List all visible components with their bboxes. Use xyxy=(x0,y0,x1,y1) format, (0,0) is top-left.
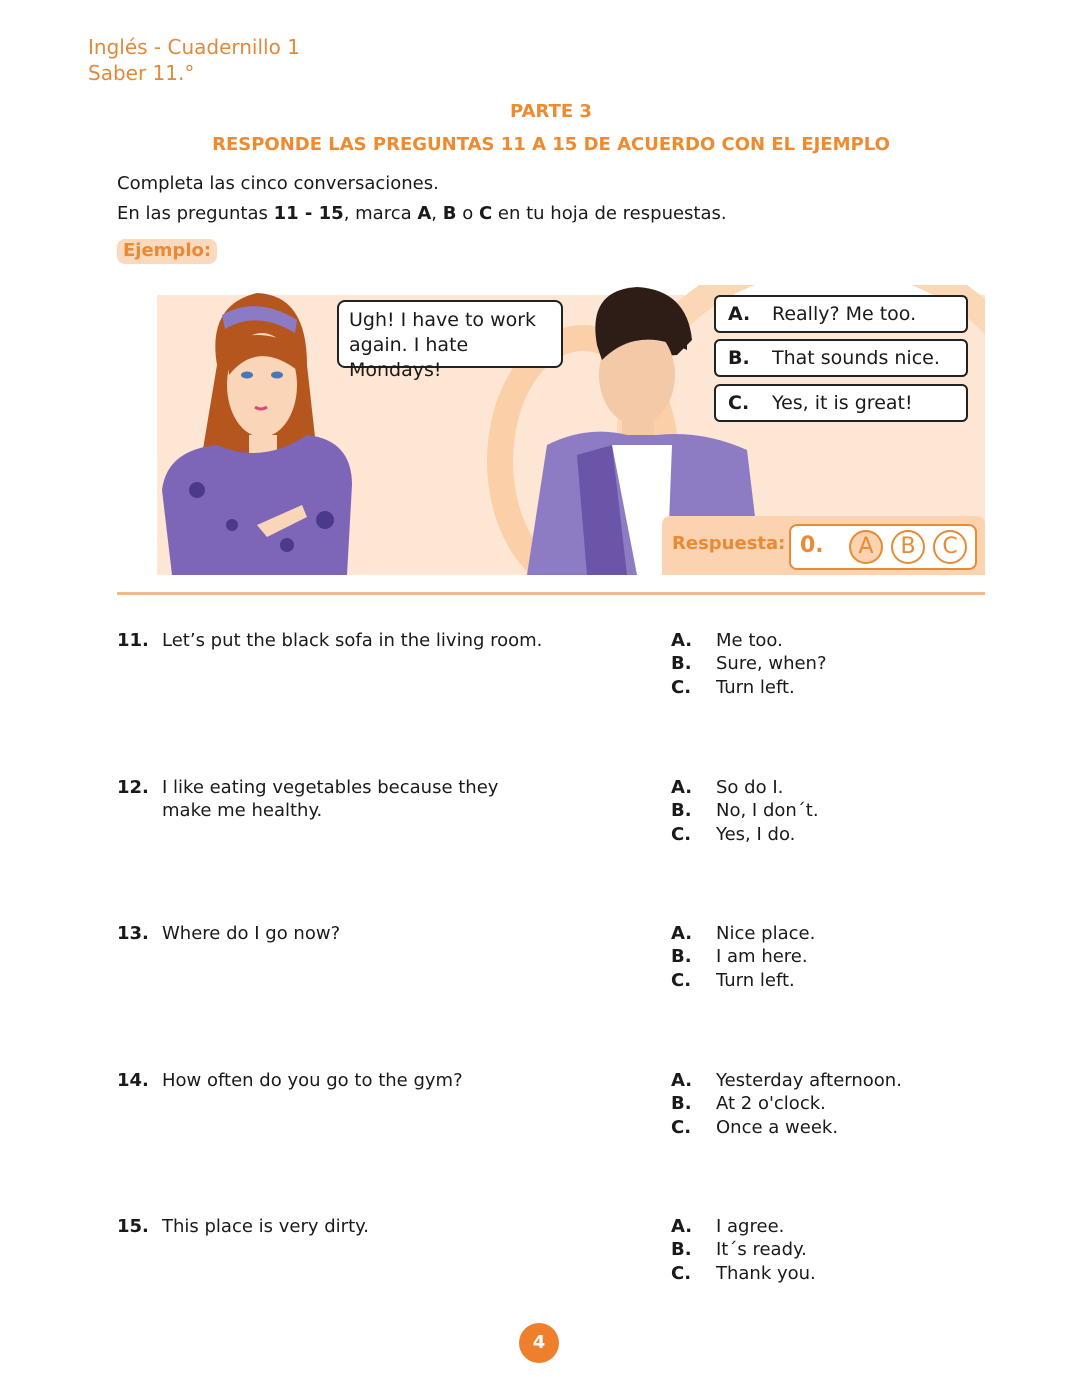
option-text: Really? Me too. xyxy=(772,303,917,325)
option-b xyxy=(671,945,815,968)
option-letter: B. xyxy=(671,1239,692,1261)
option-text: Turn left. xyxy=(716,969,795,991)
option-text: Yes, it is great! xyxy=(772,392,913,414)
document-header xyxy=(88,34,300,86)
question-13 xyxy=(117,922,577,945)
option-c xyxy=(671,1262,816,1285)
question-12 xyxy=(117,776,547,822)
example-option-c xyxy=(714,384,968,422)
question-text: How often do you go to the gym? xyxy=(162,1070,463,1091)
option-b xyxy=(671,652,827,675)
option-letter: B. xyxy=(671,946,692,968)
option-text: It´s ready. xyxy=(716,1239,807,1261)
question-14 xyxy=(117,1069,577,1092)
option-letter: B. xyxy=(671,653,692,675)
option-letter: C. xyxy=(671,969,692,991)
instr-text: o xyxy=(456,203,479,224)
option-text: So do I. xyxy=(716,777,784,798)
question-12-options xyxy=(671,776,819,846)
option-letter: A. xyxy=(671,923,693,944)
option-b xyxy=(671,1238,816,1261)
section-divider xyxy=(117,592,985,595)
question-14-options xyxy=(671,1069,902,1139)
option-letter: B. xyxy=(728,347,750,369)
instr-letter-a: A xyxy=(417,203,432,224)
example-label: Ejemplo: xyxy=(117,239,217,264)
option-letter: C. xyxy=(728,392,750,414)
option-text: Nice place. xyxy=(716,923,816,944)
example-option-b xyxy=(714,339,968,377)
option-text: Thank you. xyxy=(716,1262,816,1284)
question-text: This place is very dirty. xyxy=(162,1216,369,1237)
option-text: I agree. xyxy=(716,1216,785,1237)
option-text: Turn left. xyxy=(716,676,795,698)
option-a xyxy=(671,776,819,799)
answer-label: Respuesta: xyxy=(672,533,786,554)
speech-bubble xyxy=(337,300,563,381)
option-letter: B. xyxy=(671,1093,692,1115)
option-letter: C. xyxy=(671,1116,692,1138)
instr-letter-c: C xyxy=(478,203,493,224)
option-letter: B. xyxy=(671,800,692,822)
question-text: Where do I go now? xyxy=(162,923,341,944)
instr-range: 11 - 15 xyxy=(273,203,344,224)
example-illustration xyxy=(157,285,985,575)
option-a xyxy=(671,629,827,652)
question-11-options xyxy=(671,629,827,699)
page-number: 4 xyxy=(519,1323,559,1363)
option-b xyxy=(671,799,819,822)
question-number: 12. xyxy=(117,777,149,798)
speech-line-2: again. I hate Mondays! xyxy=(349,334,469,381)
option-c xyxy=(671,1116,902,1139)
question-number: 15. xyxy=(117,1216,149,1237)
option-c xyxy=(671,676,827,699)
answer-box xyxy=(789,524,977,570)
section-heading: RESPONDE LAS PREGUNTAS 11 A 15 DE ACUERDO CON EL EJEMPLO xyxy=(212,134,890,155)
option-letter: A. xyxy=(671,1070,693,1091)
option-a xyxy=(671,1215,816,1238)
question-number: 11. xyxy=(117,630,149,651)
answer-bubble-a-selected: A xyxy=(849,530,883,564)
option-text: I am here. xyxy=(716,946,808,968)
option-text: At 2 o'clock. xyxy=(716,1093,826,1115)
option-letter: A. xyxy=(671,630,693,651)
option-text: Sure, when? xyxy=(716,653,827,675)
option-letter: A. xyxy=(671,777,693,798)
option-letter: C. xyxy=(671,676,692,698)
instr-text: , marca xyxy=(343,203,418,224)
option-letter: C. xyxy=(671,823,692,845)
question-11 xyxy=(117,629,577,652)
instr-letter-b: B xyxy=(442,203,457,224)
option-text: Yes, I do. xyxy=(716,823,796,845)
header-subtitle: Saber 11.° xyxy=(88,61,195,85)
option-letter: C. xyxy=(671,1262,692,1284)
option-text: That sounds nice. xyxy=(772,347,940,369)
option-text: Yesterday afternoon. xyxy=(716,1070,902,1091)
header-title: Inglés - Cuadernillo 1 xyxy=(88,35,300,59)
option-text: Once a week. xyxy=(716,1116,839,1138)
option-text: Me too. xyxy=(716,630,783,651)
question-text: Let’s put the black sofa in the living room. xyxy=(162,630,543,651)
instr-text: en tu hoja de respuestas. xyxy=(492,203,727,224)
speech-line-1: Ugh! I have to work xyxy=(349,309,537,331)
answer-panel xyxy=(662,516,985,575)
answer-bubble-c: C xyxy=(933,530,967,564)
example-option-a xyxy=(714,295,968,333)
part-title: PARTE 3 xyxy=(510,101,592,122)
option-a xyxy=(671,922,815,945)
option-c xyxy=(671,969,815,992)
option-a xyxy=(671,1069,902,1092)
question-15-options xyxy=(671,1215,816,1285)
instruction-line-1: Completa las cinco conversaciones. xyxy=(117,173,439,194)
answer-number: 0. xyxy=(800,533,824,558)
option-letter: A. xyxy=(728,303,751,325)
question-13-options xyxy=(671,922,815,992)
question-number: 14. xyxy=(117,1070,149,1091)
option-letter: A. xyxy=(671,1216,693,1237)
option-text: No, I don´t. xyxy=(716,800,819,822)
option-c xyxy=(671,823,819,846)
instr-text: , xyxy=(431,203,443,224)
question-number: 13. xyxy=(117,923,149,944)
question-15 xyxy=(117,1215,577,1238)
answer-bubble-b: B xyxy=(891,530,925,564)
instruction-line-2 xyxy=(117,203,727,224)
instr-text: En las preguntas xyxy=(117,203,274,224)
option-b xyxy=(671,1092,902,1115)
question-text: I like eating vegetables because they make me healthy. xyxy=(162,777,499,821)
